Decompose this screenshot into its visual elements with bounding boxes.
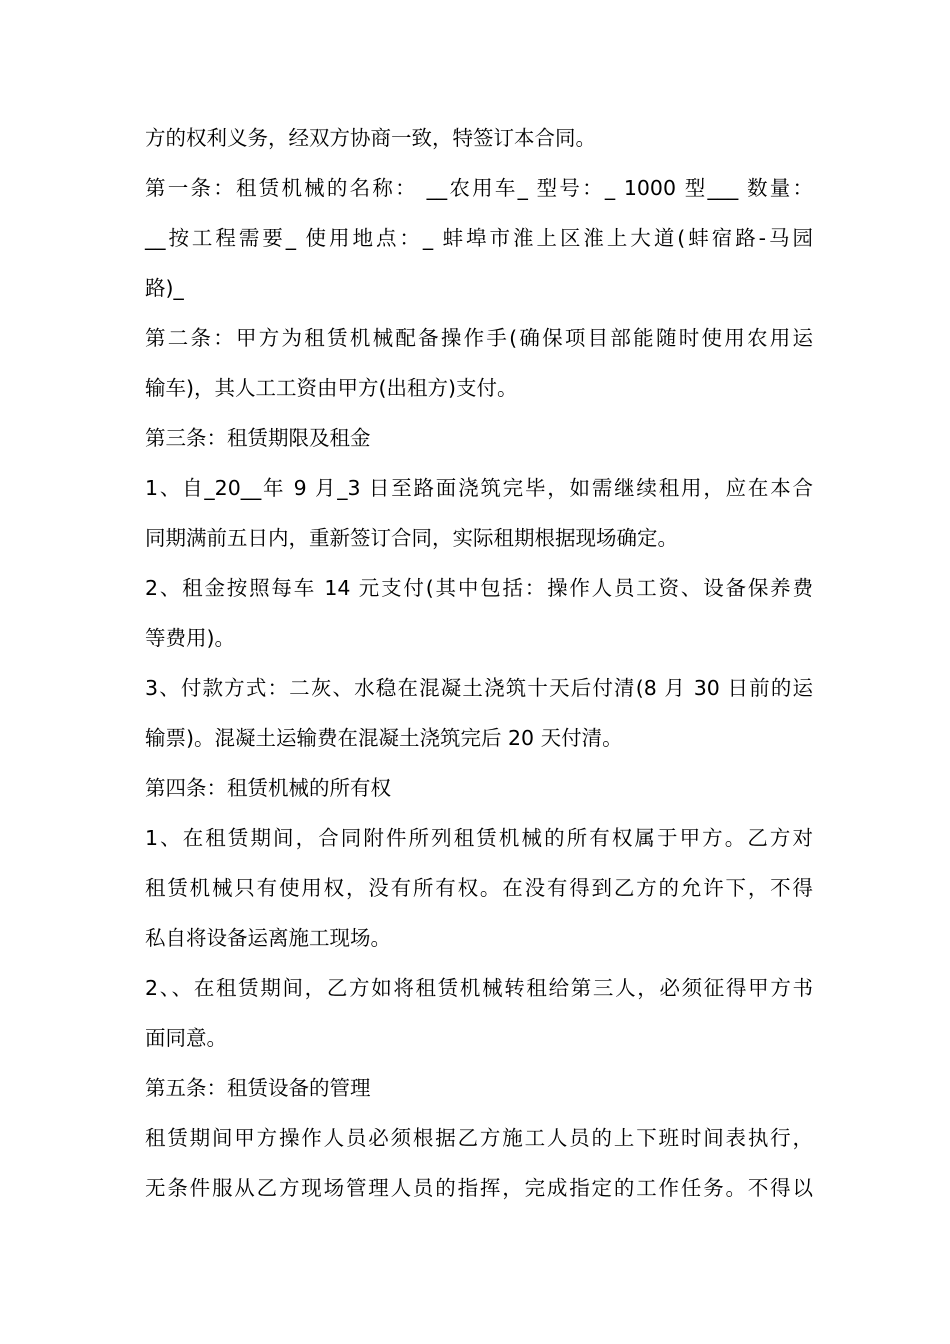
text-line: 输车)，其人工工资由甲方(出租方)支付。 <box>145 376 518 400</box>
text-line: 路)_ <box>145 276 184 300</box>
text-line: 1、自_20__年 9 月_3 日至路面浇筑完毕，如需继续租用，应在本合 <box>145 476 813 500</box>
text-line: 第二条：甲方为租赁机械配备操作手(确保项目部能随时使用农用运 <box>145 326 813 350</box>
section-heading: 第三条：租赁期限及租金 <box>145 426 371 450</box>
contract-text <box>145 113 813 1213</box>
text-line: 3、付款方式：二灰、水稳在混凝土浇筑十天后付清(8 月 30 日前的运 <box>145 676 813 700</box>
section-heading: 第四条：租赁机械的所有权 <box>145 776 391 800</box>
text-line: 租赁期间甲方操作人员必须根据乙方施工人员的上下班时间表执行， <box>145 1126 813 1150</box>
text-line: 租赁机械只有使用权，没有所有权。在没有得到乙方的允许下，不得 <box>145 876 813 900</box>
section-heading: 第五条：租赁设备的管理 <box>145 1076 371 1100</box>
text-line: 2、、在租赁期间，乙方如将租赁机械转租给第三人，必须征得甲方书 <box>145 976 813 1000</box>
text-line: 无条件服从乙方现场管理人员的指挥，完成指定的工作任务。不得以 <box>145 1176 813 1200</box>
text-line: 同期满前五日内，重新签订合同，实际租期根据现场确定。 <box>145 526 678 550</box>
text-line: 等费用)。 <box>145 626 235 650</box>
text-line: 第一条：租赁机械的名称： __农用车_ 型号：_ 1000 型___ 数量： <box>145 176 813 200</box>
text-line: 私自将设备运离施工现场。 <box>145 926 391 950</box>
text-line: 面同意。 <box>145 1026 227 1050</box>
text-line: 1、在租赁期间，合同附件所列租赁机械的所有权属于甲方。乙方对 <box>145 826 813 850</box>
text-line: 2、租金按照每车 14 元支付(其中包括：操作人员工资、设备保养费 <box>145 576 813 600</box>
text-line: 方的权利义务，经双方协商一致，特签订本合同。 <box>145 126 596 150</box>
text-line: __按工程需要_ 使用地点：_ 蚌埠市淮上区淮上大道(蚌宿路-马园 <box>145 226 813 250</box>
text-line: 输票)。混凝土运输费在混凝土浇筑完后 20 天付清。 <box>145 726 623 750</box>
